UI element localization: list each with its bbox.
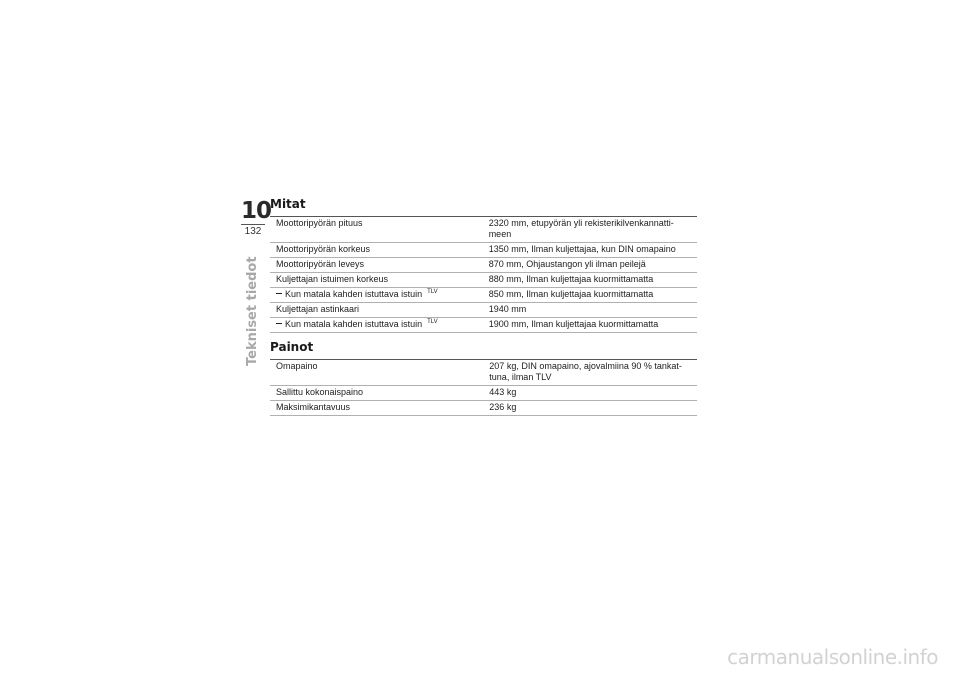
- row-value: [483, 273, 697, 288]
- row-value: [483, 217, 697, 243]
- weights-table: [270, 359, 697, 416]
- row-value-line: 2320 mm, etupyörän yli rekisterikilvenkannatti-: [488, 218, 674, 228]
- row-label: [270, 217, 483, 243]
- table-row: [270, 386, 697, 401]
- row-value-line: 1940 mm: [488, 304, 527, 314]
- row-value-line: 850 mm, Ilman kuljettajaa kuormittamatta: [488, 289, 654, 299]
- row-value: [483, 303, 697, 318]
- sub-item-dash-icon: [276, 293, 282, 294]
- row-value-line: 870 mm, Ohjaustangon yli ilman peilejä: [488, 259, 646, 269]
- row-value-line: 236 kg: [489, 402, 517, 412]
- chapter-number: 10: [241, 198, 272, 224]
- row-value: [483, 401, 697, 416]
- row-value-line: 207 kg, DIN omapaino, ajovalmiina 90 % tankat-: [489, 361, 682, 371]
- option-marker: TLV: [427, 289, 438, 295]
- row-label: [270, 243, 483, 258]
- option-marker: TLV: [427, 319, 438, 325]
- row-value: [483, 258, 697, 273]
- row-label: [270, 318, 483, 333]
- row-label-text: Kuljettajan astinkaari: [276, 304, 360, 314]
- sub-item-dash-icon: [276, 323, 282, 324]
- row-label-text: Kun matala kahden istuttava istuin: [285, 319, 423, 329]
- row-label: [270, 360, 483, 386]
- table-row: [270, 360, 697, 386]
- watermark: carmanualsonline.info: [727, 645, 938, 669]
- row-value-line: 1350 mm, Ilman kuljettajaa, kun DIN omapaino: [488, 244, 676, 254]
- row-label-text: Maksimikantavuus: [276, 402, 351, 412]
- table-row: [270, 243, 697, 258]
- weights-title: Painot: [270, 340, 314, 354]
- row-label-text: Moottoripyörän pituus: [276, 218, 363, 228]
- dimensions-table: [270, 216, 697, 333]
- dimensions-title: Mitat: [270, 197, 306, 211]
- row-value-line: meen: [488, 229, 512, 239]
- row-value: [483, 243, 697, 258]
- row-value: [483, 386, 697, 401]
- row-value-line: tuna, ilman TLV: [489, 372, 552, 382]
- table-row: [270, 258, 697, 273]
- row-label-text: Kuljettajan istuimen korkeus: [276, 274, 389, 284]
- row-value: [483, 288, 697, 303]
- table-row: [270, 217, 697, 243]
- row-label-text: Omapaino: [276, 361, 318, 371]
- row-label-text: Sallittu kokonaispaino: [276, 387, 364, 397]
- table-row: [270, 318, 697, 333]
- row-value-line: 880 mm, Ilman kuljettajaa kuormittamatta: [488, 274, 654, 284]
- row-value-line: 443 kg: [489, 387, 517, 397]
- row-label: [270, 258, 483, 273]
- table-row: [270, 273, 697, 288]
- row-label-text: Moottoripyörän korkeus: [276, 244, 371, 254]
- table-row: [270, 401, 697, 416]
- row-value: [483, 360, 697, 386]
- dimensions-section: [270, 197, 697, 333]
- row-label: [270, 386, 483, 401]
- chapter-side-title: Tekniset tiedot: [245, 256, 260, 366]
- row-label-text: Kun matala kahden istuttava istuin: [285, 289, 423, 299]
- row-value: [483, 318, 697, 333]
- chapter-marker: [241, 198, 272, 237]
- weights-section: [270, 340, 697, 416]
- chapter-divider: [241, 224, 265, 225]
- page-number: 132: [244, 226, 262, 237]
- row-label-text: Moottoripyörän leveys: [276, 259, 365, 269]
- row-label: [270, 303, 483, 318]
- row-label: [270, 401, 483, 416]
- table-row: [270, 288, 697, 303]
- row-value-line: 1900 mm, Ilman kuljettajaa kuormittamatta: [488, 319, 659, 329]
- row-label: [270, 273, 483, 288]
- row-label: [270, 288, 483, 303]
- table-row: [270, 303, 697, 318]
